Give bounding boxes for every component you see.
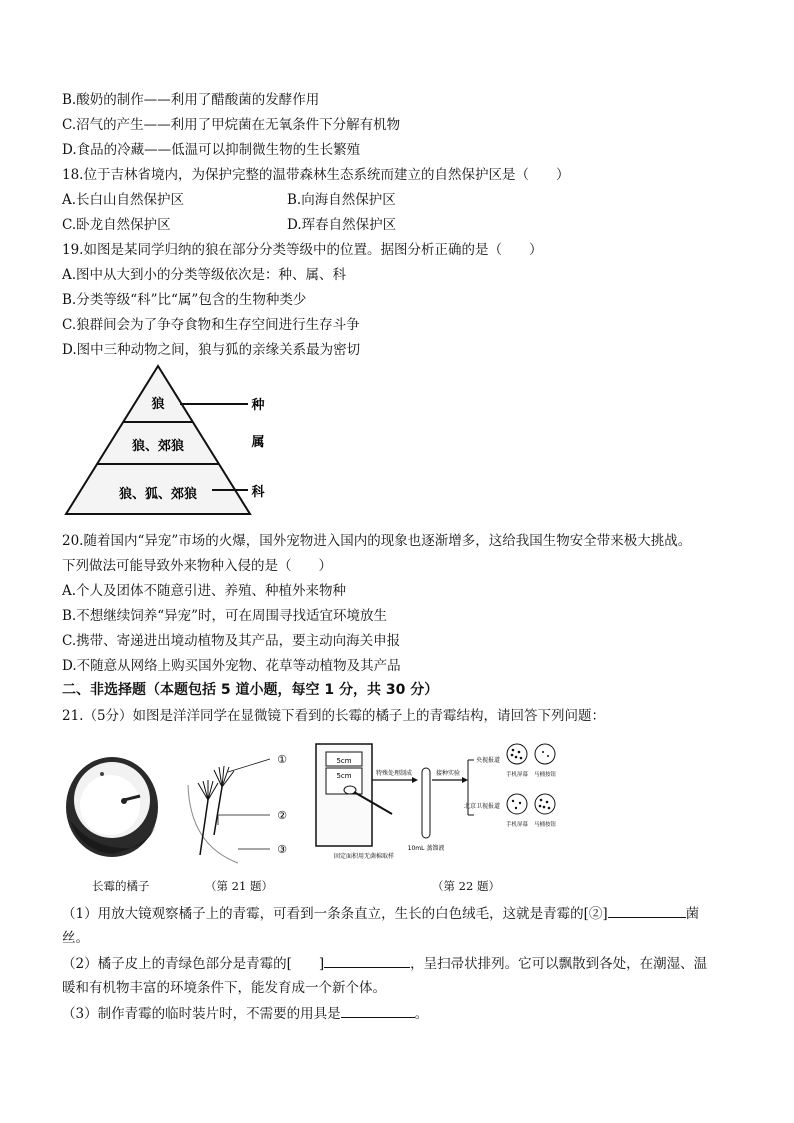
q21-part2-line1 xyxy=(62,953,707,974)
q17-option-c: C.沼气的产生——利用了甲烷菌在无氧条件下分解有机物 xyxy=(62,117,401,133)
arrow-label-2: 接种实验 xyxy=(435,770,461,777)
q21-part3 xyxy=(62,1003,428,1024)
q21-answer-blank-2[interactable] xyxy=(324,953,410,968)
q18-options-row2 xyxy=(62,215,397,235)
q21-part1-suffix: 菌 xyxy=(685,906,700,922)
q21-stem: 21.（5分）如图是洋洋同学在显微镜下看到的长霉的橘子上的青霉结构，请回答下列问题： xyxy=(62,708,606,724)
figure-22-caption: （第 22 题） xyxy=(432,879,500,893)
q17-option-b: B.酸奶的制作——利用了醋酸菌的发酵作用 xyxy=(62,92,320,108)
q20-option-c: C.携带、寄递进出境动植物及其产品，要主动向海关申报 xyxy=(62,633,401,649)
q21-answer-blank-1[interactable] xyxy=(608,903,686,918)
pyramid-level-3: 狼、狐、郊狼 xyxy=(118,487,198,502)
dish-label-4: 马桶按钮 xyxy=(533,822,557,828)
dish-3 xyxy=(507,794,527,814)
report-label-1: 央视报道 xyxy=(475,757,501,764)
q18-option-a: A.长白山自然保护区 xyxy=(62,192,185,208)
report-label-2: 北京卫视报道 xyxy=(463,803,501,810)
orange-caption: 长霉的橘子 xyxy=(92,879,150,893)
label-circle-3: ③ xyxy=(277,843,287,856)
q20-option-a: A.个人及团体不随意引进、养殖、种植外来物种 xyxy=(62,583,347,599)
label-genus: 属 xyxy=(251,435,265,450)
dish-2 xyxy=(535,744,555,764)
q17-option-d: D.食品的冷藏——低温可以抑制微生物的生长繁殖 xyxy=(62,142,361,158)
dish-1 xyxy=(507,744,527,764)
q18-options-row1 xyxy=(62,190,396,210)
q18-option-c: C.卧龙自然保护区 xyxy=(62,217,171,233)
q21-part3-text: （3）制作青霉的临时装片时，不需要的用具是 xyxy=(62,1006,341,1022)
tube-label: 10mL 蒸馏液 xyxy=(407,845,445,852)
q21-part2-suffix: ，呈扫帚状排列。它可以飘散到各处，在潮湿、温 xyxy=(410,956,708,972)
figure-21-caption: （第 21 题） xyxy=(205,879,273,893)
q20-option-b: B.不想继续饲养“异宠”时，可在周围寻找适宜环境放生 xyxy=(62,608,388,624)
dish-4 xyxy=(535,794,555,814)
classification-pyramid-figure xyxy=(62,362,272,522)
conidiophore-brush-1 xyxy=(198,780,218,800)
q19-option-b: B.分类等级“科”比“属”包含的生物种类少 xyxy=(62,292,307,308)
pyramid-level-1: 狼 xyxy=(151,397,165,412)
q19-stem: 19.如图是某同学归纳的狼在部分分类等级中的位置。据图分析正确的是（ ） xyxy=(62,242,543,258)
q18-stem: 18.位于吉林省境内，为保护完整的温带森林生态系统而建立的自然保护区是（ ） xyxy=(62,167,570,183)
label-circle-1: ① xyxy=(277,753,287,766)
dish-label-2: 马桶按钮 xyxy=(533,772,557,778)
label-family: 科 xyxy=(251,485,265,500)
q21-part1-line2: 丝。 xyxy=(62,930,89,946)
label-species: 种 xyxy=(251,398,265,413)
dish-label-1: 手机屏幕 xyxy=(505,772,529,778)
q21-part3-suffix: 。 xyxy=(414,1006,429,1022)
q19-option-c: C.狼群间会为了争夺食物和生存空间进行生存斗争 xyxy=(62,317,360,333)
q20-stem-line1: 20.随着国内“异宠”市场的火爆，国外宠物进入国内的现象也逐渐增多，这给我国生物安全带来极大挑战。 xyxy=(62,533,692,549)
q20-option-d: D.不随意从网络上购买国外宠物、花草等动植物及其产品 xyxy=(62,658,401,674)
pyramid-level-2: 狼、郊狼 xyxy=(131,439,185,454)
q21-part2-line2: 暖和有机物丰富的环境条件下，能发育成一个新个体。 xyxy=(62,980,386,996)
q20-stem-line2: 下列做法可能导致外来物种入侵的是（ ） xyxy=(62,558,332,574)
test-tube xyxy=(422,768,430,838)
sampling-label: 固定面积用无菌棉取样 xyxy=(333,853,395,860)
arrow-label-1: 特殊处理制成 xyxy=(375,770,413,777)
q21-part2-text: （2）橘子皮上的青绿色部分是青霉的[ ] xyxy=(62,956,325,972)
q19-option-d: D.图中三种动物之间，狼与狐的亲缘关系最为密切 xyxy=(62,342,361,358)
box-label-2: 5cm xyxy=(336,772,352,780)
experiment-figure-22 xyxy=(312,740,567,865)
q21-answer-blank-3[interactable] xyxy=(341,1003,415,1018)
label-circle-2: ② xyxy=(277,809,287,822)
dish-label-3: 手机屏幕 xyxy=(505,822,529,828)
penicillium-structure-figure xyxy=(178,745,298,865)
moldy-orange-photo xyxy=(62,750,172,865)
box-label-1: 5cm xyxy=(336,757,352,765)
q18-option-b: B.向海自然保护区 xyxy=(287,192,396,208)
section-2-heading: 二、非选择题（本题包括 5 道小题，每空 1 分，共 30 分） xyxy=(62,682,439,698)
q19-option-a: A.图中从大到小的分类等级依次是：种、属、科 xyxy=(62,267,347,283)
q21-part1-line1 xyxy=(62,903,699,924)
q21-part1-text: （1）用放大镜观察橘子上的青霉，可看到一条条直立，生长的白色绒毛，这就是青霉的[②] xyxy=(62,906,608,922)
q18-option-d: D.珲春自然保护区 xyxy=(287,217,397,233)
